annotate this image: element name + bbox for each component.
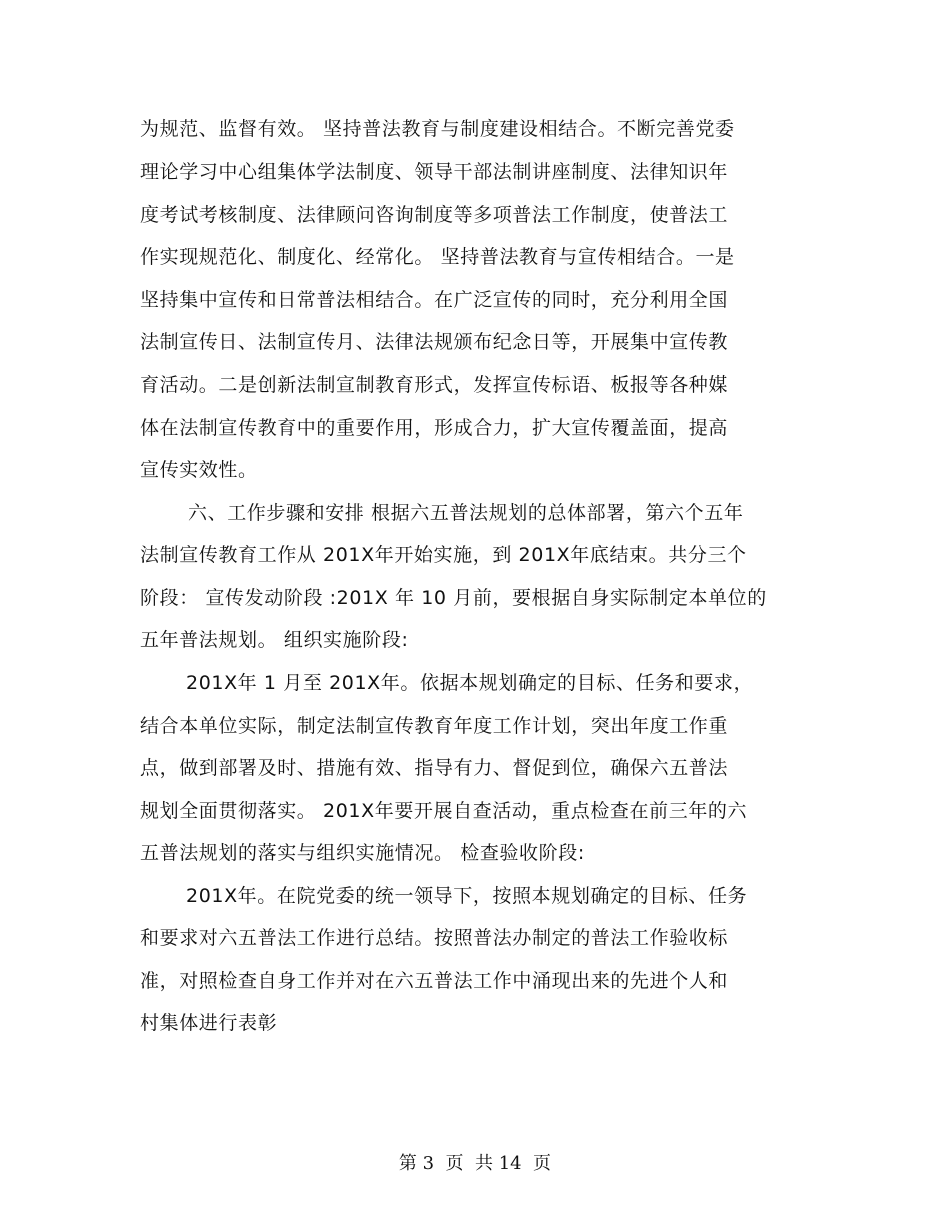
text-line: 结合本单位实际，制定法制宣传教育年度工作计划，突出年度工作重 (140, 715, 729, 737)
text-line: 点，做到部署及时、措施有效、指导有力、督促到位，确保六五普法 (140, 757, 729, 779)
text-line: 坚持集中宣传和日常普法相结合。在广泛宣传的同时，充分利用全国 (140, 289, 729, 311)
text-line: 六、工作步骤和安排 根据六五普法规划的总体部署，第六个五年 (188, 502, 744, 524)
text-line: 为规范、监督有效。 坚持普法教育与制度建设相结合。不断完善党委 (140, 118, 735, 140)
text-line: 体在法制宣传教育中的重要作用，形成合力，扩大宣传覆盖面，提高 (140, 417, 729, 439)
text-line: 阶段： 宣传发动阶段 :201X 年 10 月前，要根据自身实际制定本单位的 (140, 587, 767, 609)
text-line: 作实现规范化、制度化、经常化。 坚持普法教育与宣传相结合。一是 (140, 246, 735, 268)
text-line: 理论学习中心组集体学法制度、领导干部法制讲座制度、法律知识年 (140, 161, 729, 183)
text-line: 五年普法规划。 组织实施阶段: (140, 629, 409, 651)
page-footer: 第 3 页 共 14 页 (398, 1153, 552, 1174)
text-line: 准，对照检查自身工作并对在六五普法工作中涌现出来的先进个人和 (140, 970, 729, 992)
text-line: 201X年。在院党委的统一领导下，按照本规划确定的目标、任务 (186, 885, 748, 907)
text-line: 村集体进行表彰 (140, 1012, 278, 1034)
text-line: 度考试考核制度、法律顾问咨询制度等多项普法工作制度，使普法工 (140, 204, 729, 226)
text-line: 规划全面贯彻落实。 201X年要开展自查活动，重点检查在前三年的六 (140, 800, 748, 822)
text-line: 201X年 1 月至 201X年。依据本规划确定的目标、任务和要求， (186, 672, 754, 694)
text-line: 育活动。二是创新法制宣制教育形式，发挥宣传标语、板报等各种媒 (140, 374, 729, 396)
text-line: 法制宣传教育工作从 201X年开始实施，到 201X年底结束。共分三个 (140, 544, 747, 566)
text-line: 五普法规划的落实与组织实施情况。 检查验收阶段: (140, 842, 585, 864)
text-line: 宣传实效性。 (140, 459, 258, 481)
text-line: 法制宣传日、法制宣传月、法律法规颁布纪念日等，开展集中宣传教 (140, 331, 729, 353)
text-line: 和要求对六五普法工作进行总结。按照普法办制定的普法工作验收标 (140, 927, 729, 949)
